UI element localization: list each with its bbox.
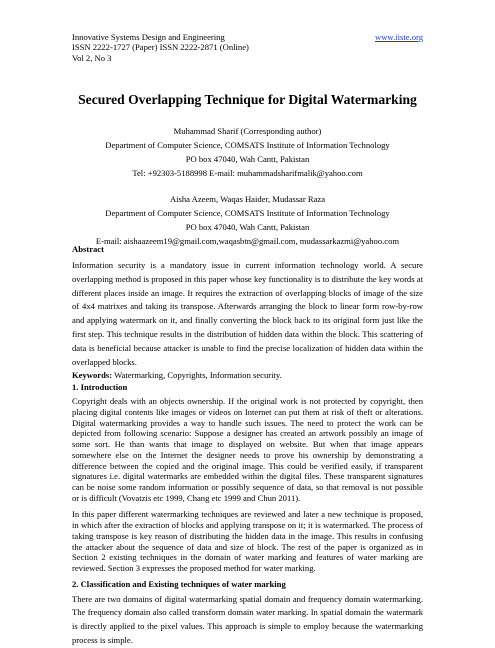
journal-issn: ISSN 2222-1727 (Paper) ISSN 2222-2871 (Online) bbox=[72, 42, 249, 53]
author-block bbox=[60, 124, 435, 248]
paper-body bbox=[72, 243, 423, 648]
journal-volume: Vol 2, No 3 bbox=[72, 52, 112, 63]
abstract-text: Information security is a mandatory issue in current information technology world. A secure overlapping method is proposed in this paper whose key functionality is to distribute the key words at different places inside an image. It requires the extraction of overlapping blocks of image of the size of 4x4 matrixes and taking its transpose. Afterwards arranging the block to linear form row-by-row and applying watermark on it, and finally converting the block back to its original form just like the first step. This technique results in the distribution of hidden data within the block. This scattering of data is beneficial because attacker is unable to find the precise localization of hidden data within the overlapped blocks. bbox=[72, 260, 423, 367]
author1-address: PO box 47040, Wah Cantt, Pakistan bbox=[185, 154, 310, 164]
author2-department: Department of Computer Science, COMSATS Institute of Information Technology bbox=[105, 208, 390, 218]
section2-paragraph: There are two domains of digital watermarking spatial domain and frequency domain watermarking. The frequency domain also called transform domain water marking. In spatial domain the watermark is directly applied to the pixel values. This approach is simple to employ because the watermarking process is simple. bbox=[72, 593, 423, 646]
keywords-line bbox=[72, 369, 423, 381]
abstract-heading: Abstract bbox=[72, 244, 104, 254]
journal-header bbox=[72, 32, 422, 63]
author1-contact: Tel: +92303-5188998 E-mail: muhammadsharifmalik@yahoo.com bbox=[132, 168, 363, 178]
paper-title: Secured Overlapping Technique for Digital Watermarking bbox=[78, 92, 417, 107]
introduction-heading: 1. Introduction bbox=[72, 382, 128, 393]
keywords-text: Watermarking, Copyrights, Information security. bbox=[112, 370, 282, 381]
author2-email: E-mail: aishaazeem19@gmail.com,waqasbtn@gmail.com, mudassarkazmi@yahoo.com bbox=[95, 236, 400, 246]
author1-department: Department of Computer Science, COMSATS Institute of Information Technology bbox=[105, 140, 390, 150]
author2-names: Aisha Azeem, Waqas Haider, Mudassar Raza bbox=[169, 194, 326, 204]
journal-name: Innovative Systems Design and Engineering bbox=[72, 32, 225, 42]
section2-heading: 2. Classification and Existing techniques of water marking bbox=[72, 578, 286, 589]
author1-name: Muhammad Sharif (Corresponding author) bbox=[173, 126, 322, 136]
author2-address: PO box 47040, Wah Cantt, Pakistan bbox=[185, 222, 310, 232]
journal-website-link[interactable]: www.iiste.org bbox=[375, 32, 423, 42]
introduction-paragraph-1: Copyright deals with an objects ownership. If the original work is not protected by copyright, then placing digital contents like images or videos on Internet can put them at risk of theft or alterations. Digital watermarking provides a way to handle such issues. The need to protect the work can be depicted from following scenario: Suppose a designer has created an artwork possibly an image of some sort. He than wants that image to displayed on website. But when that image appears somewhere else on the Internet the designer needs to prove his ownership by demonstrating a difference between the copied and the original image. This could be verified easily, if transparent signatures i.e. digital watermarks are embedded within the digital files. These transparent signatures can be noise some random information or possibly sequence of data, so that removal is not possible or is difficult (Vovatzis etc 1999, Chang etc 1999 and Chun 2011). bbox=[72, 396, 423, 503]
introduction-paragraph-2: In this paper different watermarking techniques are reviewed and later a new technique is proposed, in which after the extraction of blocks and applying transpose on it; it is watermarked. The process of taking transpose is key reason of distributing the hidden data in the image. This results in confusing the attacker about the sequence of data and size of block. The rest of the paper is organized as in Section 2 existing techniques in the domain of water marking and features of water marking are reviewed. Section 3 expresses the proposed method for water marking. bbox=[72, 509, 423, 573]
keywords-label: Keywords: bbox=[72, 370, 113, 381]
